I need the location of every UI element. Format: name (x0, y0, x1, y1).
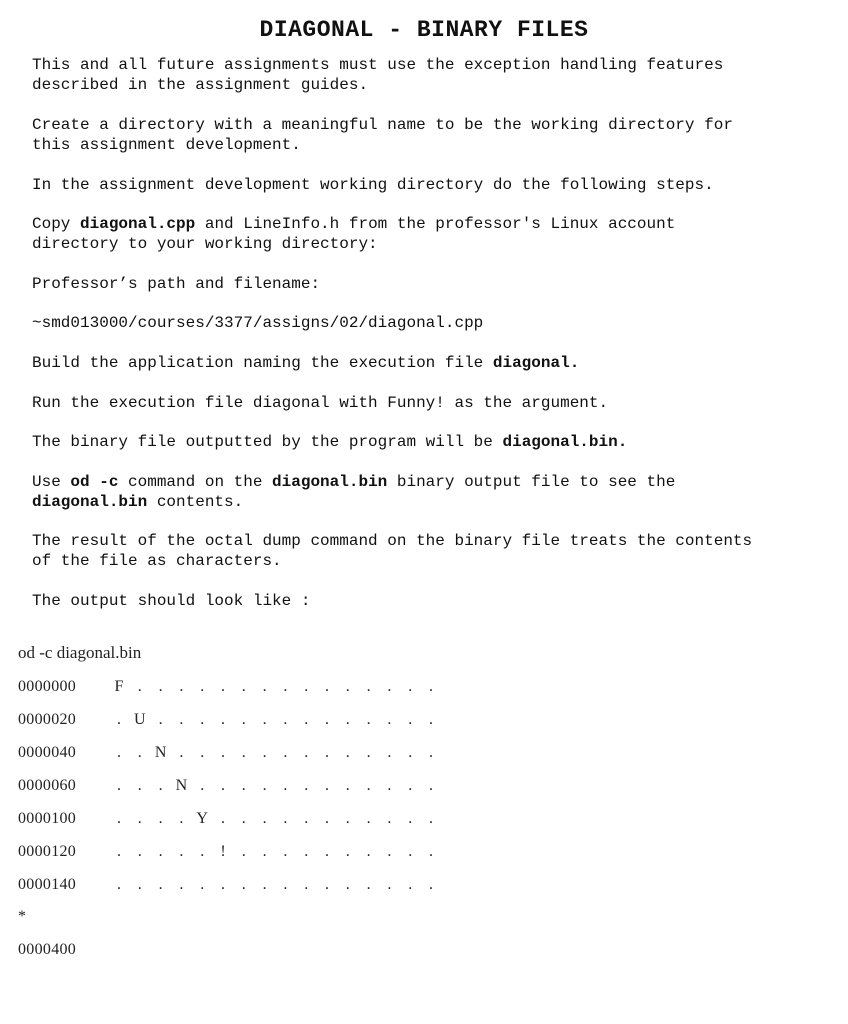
dump-cell-dot: . (429, 876, 433, 893)
dump-cell-dot: . (137, 810, 142, 827)
dump-cell-dot: . (304, 843, 309, 860)
dump-cell-dot: . (262, 711, 267, 728)
dump-cell-dot: . (345, 876, 350, 893)
dump-cell-dot: . (221, 777, 225, 794)
dump-cell-dot: . (325, 777, 329, 794)
dump-cell-dot: . (200, 777, 205, 794)
dump-cell-dot: . (137, 843, 142, 860)
dump-cell-dot: . (158, 777, 163, 794)
dump-cell-dot: . (345, 744, 350, 761)
dump-cell-dot: . (179, 678, 184, 695)
para-exception-handling (32, 55, 832, 95)
dump-cell-dot: . (283, 876, 288, 893)
dump-cell-char: ! (220, 843, 226, 860)
dump-cell-dot: . (200, 678, 205, 695)
dump-cell-dot: . (387, 777, 392, 794)
dump-cell-dot: . (179, 711, 184, 728)
dump-cell-dot: . (387, 711, 392, 728)
dump-cell-dot: . (241, 678, 246, 695)
dump-address: 0000040 (18, 744, 77, 761)
para-expected-output (32, 591, 832, 611)
dump-cell-dot: . (283, 810, 288, 827)
dump-cell-dot: . (262, 876, 267, 893)
dump-cell-dot: . (137, 678, 142, 695)
dump-cell-dot: . (221, 678, 225, 695)
dump-cell-dot: . (158, 843, 163, 860)
dump-address: 0000140 (18, 876, 77, 893)
dump-cell-dot: . (221, 711, 225, 728)
text-segment: The result of the octal dump command on the binary file treats the contents of the file as characters. (32, 532, 753, 570)
dump-cells (113, 676, 443, 698)
dump-cell-dot: . (429, 744, 433, 761)
para-create-directory (32, 115, 832, 155)
para-build (32, 353, 832, 373)
dump-cell-dot: . (408, 843, 413, 860)
text-segment: In the assignment development working directory do the following steps. (32, 176, 714, 194)
text-segment: command on the (118, 473, 273, 491)
dump-cell-dot: . (200, 843, 205, 860)
dump-cell-dot: . (366, 711, 371, 728)
dump-cells (113, 775, 443, 797)
dump-address: 0000000 (18, 678, 77, 695)
dump-cell-dot: . (387, 810, 392, 827)
dump-cell-dot: . (117, 744, 121, 761)
dump-cell-dot: . (241, 777, 246, 794)
dump-cell-dot: . (262, 843, 267, 860)
dump-cell-dot: . (158, 711, 163, 728)
text-segment: The binary file outputted by the program will be (32, 433, 503, 451)
dump-cell-dot: . (325, 744, 329, 761)
text-segment: and LineInfo.h from the professor's Linux account directory to your working directory: (32, 215, 676, 253)
text-segment: contents. (147, 493, 244, 511)
dump-cell-dot: . (117, 777, 121, 794)
text-segment: binary output file to see the (396, 473, 676, 491)
dump-cell-dot: . (158, 678, 163, 695)
dump-cell-dot: . (137, 876, 142, 893)
dump-cell-dot: . (221, 810, 225, 827)
dump-cell-dot: . (221, 876, 225, 893)
para-binary-output (32, 432, 832, 452)
text-segment: Professor’s path and filename: (32, 275, 321, 293)
dump-cell-dot: . (304, 876, 309, 893)
dump-cell-dot: . (387, 876, 392, 893)
dump-cell-dot: . (262, 777, 267, 794)
dump-cell-dot: . (408, 876, 413, 893)
dump-cell-char: U (134, 711, 146, 728)
text-segment: Copy (32, 215, 81, 233)
dump-cell-dot: . (283, 843, 288, 860)
dump-cell-dot: . (345, 711, 350, 728)
dump-command: od -c diagonal.bin (18, 643, 142, 662)
dump-cell-dot: . (345, 810, 350, 827)
dump-cells (113, 874, 443, 896)
dump-cell-dot: . (387, 678, 392, 695)
para-octal-dump-result (32, 531, 832, 571)
text-segment: ~smd013000/courses/3377/assigns/02/diagonal.cpp (32, 314, 484, 332)
dump-cell-dot: . (325, 876, 329, 893)
dump-cell-dot: . (345, 777, 350, 794)
dump-cells (113, 742, 443, 764)
dump-cell-dot: . (408, 678, 413, 695)
bold-text: od -c (70, 473, 119, 491)
dump-cells (113, 841, 443, 863)
bold-text: diagonal.cpp (80, 215, 196, 233)
dump-cell-dot: . (241, 810, 246, 827)
dump-cell-dot: . (179, 843, 184, 860)
dump-cell-dot: . (221, 744, 225, 761)
dump-cell-dot: . (366, 843, 371, 860)
dump-cell-dot: . (325, 711, 329, 728)
para-professor-path (32, 313, 832, 333)
dump-cell-dot: . (366, 777, 371, 794)
text-segment: This and all future assignments must use the exception handling features described in the assignment guides. (32, 56, 724, 94)
dump-cell-dot: . (304, 777, 309, 794)
dump-cell-dot: . (200, 744, 205, 761)
text-segment: Create a directory with a meaningful name to be the working directory for this assignment development. (32, 116, 733, 154)
page-title: DIAGONAL - BINARY FILES (259, 17, 589, 43)
dump-cell-dot: . (179, 876, 184, 893)
dump-cell-dot: . (325, 678, 329, 695)
dump-cell-dot: . (304, 810, 309, 827)
dump-cell-char: F (114, 678, 124, 695)
dump-cell-dot: . (117, 810, 121, 827)
dump-cells (113, 709, 443, 731)
bold-text: diagonal.bin. (502, 433, 628, 451)
dump-address: 0000100 (18, 810, 77, 827)
dump-cell-dot: . (158, 876, 163, 893)
dump-cell-dot: . (366, 810, 371, 827)
dump-cell-dot: . (387, 843, 392, 860)
dump-cell-dot: . (408, 810, 413, 827)
text-segment: The output should look like : (32, 592, 311, 610)
dump-cell-dot: . (325, 843, 329, 860)
dump-cell-dot: . (200, 876, 205, 893)
dump-cell-dot: . (200, 711, 205, 728)
text-segment: Run the execution file diagonal with Funny! as the argument. (32, 394, 609, 412)
para-professor-path-label (32, 274, 832, 294)
dump-cell-dot: . (366, 744, 371, 761)
dump-cell-dot: . (366, 876, 371, 893)
dump-cell-dot: . (387, 744, 392, 761)
dump-cell-dot: . (158, 810, 163, 827)
dump-cell-dot: . (137, 744, 142, 761)
dump-cell-dot: . (408, 777, 413, 794)
dump-cell-dot: . (408, 711, 413, 728)
dump-address: 0000120 (18, 843, 77, 860)
para-od-command (32, 472, 832, 512)
dump-end-address: 0000400 (18, 941, 77, 958)
dump-cell-dot: . (241, 843, 246, 860)
dump-address: 0000060 (18, 777, 77, 794)
dump-cell-dot: . (429, 777, 433, 794)
bold-text: diagonal.bin (272, 473, 388, 491)
dump-cell-dot: . (408, 744, 413, 761)
bold-text: diagonal. (492, 354, 580, 372)
dump-cell-dot: . (345, 678, 350, 695)
dump-cell-dot: . (117, 843, 121, 860)
text-segment: Build the application naming the execution file (32, 354, 493, 372)
dump-cell-dot: . (429, 810, 433, 827)
dump-cell-char: N (175, 777, 188, 794)
dump-cell-dot: . (366, 678, 371, 695)
dump-cell-dot: . (262, 744, 267, 761)
dump-cell-dot: . (262, 678, 267, 695)
text-segment: Use (32, 473, 71, 491)
para-run (32, 393, 832, 413)
bold-text: diagonal.bin (32, 493, 148, 511)
dump-cell-dot: . (429, 843, 433, 860)
dump-cell-dot: . (117, 711, 121, 728)
dump-repeat-marker: * (18, 908, 26, 925)
dump-cell-char: Y (196, 810, 208, 827)
dump-cell-dot: . (117, 876, 121, 893)
dump-cell-dot: . (304, 711, 309, 728)
para-steps-intro (32, 175, 832, 195)
para-copy-files (32, 214, 832, 254)
dump-cell-dot: . (241, 711, 246, 728)
dump-cell-dot: . (137, 777, 142, 794)
dump-cell-dot: . (241, 744, 246, 761)
dump-cell-dot: . (283, 678, 288, 695)
dump-cell-dot: . (283, 711, 288, 728)
dump-cell-dot: . (179, 744, 184, 761)
dump-cell-dot: . (429, 711, 433, 728)
dump-cell-dot: . (179, 810, 184, 827)
dump-cells (113, 808, 443, 830)
dump-cell-dot: . (283, 777, 288, 794)
dump-address: 0000020 (18, 711, 77, 728)
dump-cell-dot: . (262, 810, 267, 827)
dump-cell-dot: . (304, 678, 309, 695)
dump-cell-dot: . (304, 744, 309, 761)
dump-cell-dot: . (429, 678, 433, 695)
dump-cell-dot: . (345, 843, 350, 860)
dump-cell-char: N (154, 744, 167, 761)
dump-cell-dot: . (283, 744, 288, 761)
dump-cell-dot: . (325, 810, 329, 827)
dump-cell-dot: . (241, 876, 246, 893)
